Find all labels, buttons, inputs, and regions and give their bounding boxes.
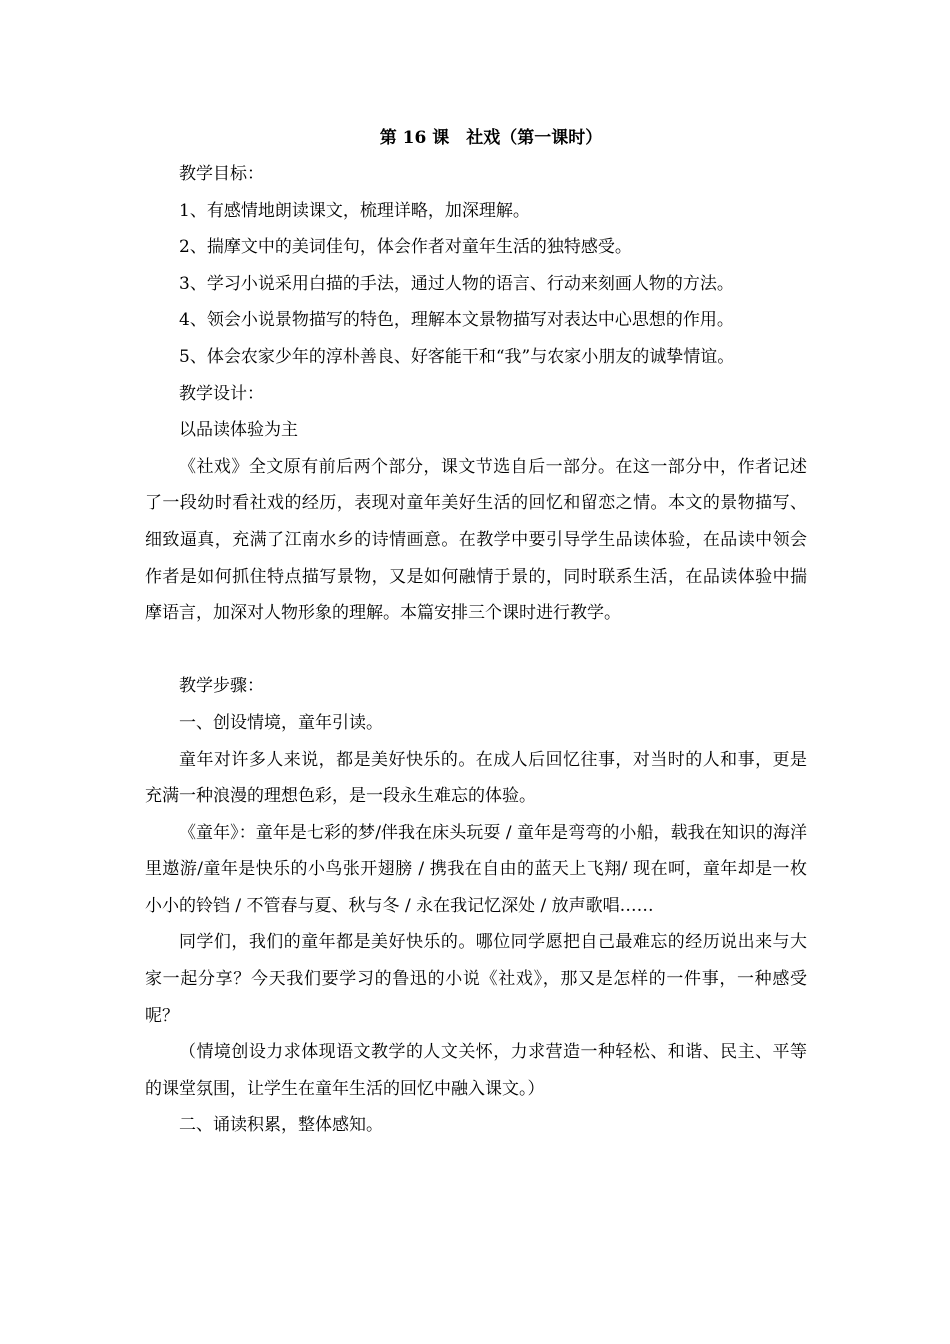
document-page: [145, 120, 807, 1144]
step-1-note: （情境创设力求体现语文教学的人文关怀，力求营造一种轻松、和谐、民主、平等的课堂氛围，让学生在童年生活的回忆中融入课文。）: [145, 1042, 807, 1099]
objectives-heading: 教学目标：: [179, 164, 264, 184]
step-1-heading: 一、创设情境，童年引读。: [179, 712, 383, 733]
design-heading: 教学设计：: [179, 383, 264, 404]
childhood-poem: 《童年》：童年是七彩的梦/伴我在床头玩耍 / 童年是弯弯的小船，载我在知识的海洋里遨游/童年是快乐的小鸟张开翅膀 / 携我在自由的蓝天上飞翔/ 现在呵，童年却是一枚小小的铃铛 / 不管春与夏、秋与冬 / 永在我记忆深处 / 放声歌唱……: [145, 822, 807, 916]
objective-item-4: 4、领会小说景物描写的特色，理解本文景物描写对表达中心思想的作用。: [179, 310, 734, 331]
steps-heading: 教学步骤：: [179, 676, 264, 697]
objective-item-5: 5、体会农家少年的淳朴善良、好客能干和“我”与农家小朋友的诚挚情谊。: [179, 346, 735, 367]
step-1-question: 同学们，我们的童年都是美好快乐的。哪位同学愿把自己最难忘的经历说出来与大家一起分享？今天我们要学习的鲁迅的小说《社戏》，那又是怎样的一件事，一种感受呢？: [145, 932, 807, 1026]
design-subheading: 以品读体验为主: [179, 420, 298, 441]
objective-item-2: 2、揣摩文中的美词佳句，体会作者对童年生活的独特感受。: [179, 237, 632, 258]
lesson-title: 第 16 课 社戏（第一课时）: [379, 128, 603, 148]
objective-item-1: 1、有感情地朗读课文，梳理详略，加深理解。: [179, 200, 530, 221]
design-paragraph: 《社戏》全文原有前后两个部分，课文节选自后一部分。在这一部分中，作者记述了一段幼时看社戏的经历，表现对童年美好生活的回忆和留恋之情。本文的景物描写、细致逼真，充满了江南水乡的诗情画意。在教学中要引导学生品读体验，在品读中领会作者是如何抓住特点描写景物，又是如何融情于景的，同时联系生活，在品读体验中揣摩语言，加深对人物形象的理解。本篇安排三个课时进行教学。: [145, 456, 807, 624]
objective-item-3: 3、学习小说采用白描的手法，通过人物的语言、行动来刻画人物的方法。: [179, 273, 734, 294]
blank-line: [145, 632, 807, 669]
step-2-heading: 二、诵读积累，整体感知。: [179, 1115, 383, 1136]
step-1-paragraph: 童年对许多人来说，都是美好快乐的。在成人后回忆往事，对当时的人和事，更是充满一种浪漫的理想色彩，是一段永生难忘的体验。: [145, 749, 807, 807]
